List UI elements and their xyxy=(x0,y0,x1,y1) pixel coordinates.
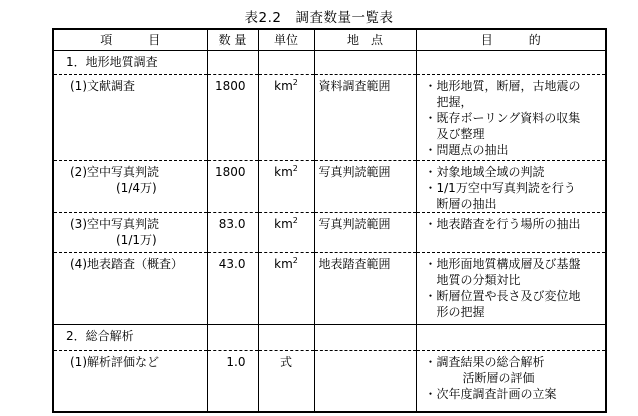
table-caption: 表2.2 調査数量一覧表 xyxy=(244,10,394,26)
survey-quantity-table xyxy=(52,28,607,413)
section-title: 2．総合解析 xyxy=(54,325,207,351)
header-quantity: 数 量 xyxy=(207,30,258,51)
table-row xyxy=(54,351,605,411)
header-purpose: 目 的 xyxy=(416,30,605,51)
header-row xyxy=(54,30,605,51)
section-row xyxy=(54,51,605,75)
row-quantity: 1800 xyxy=(207,75,258,161)
row-location: 写真判読範囲 xyxy=(314,161,416,213)
row-item: (4)地表踏査（概査） xyxy=(54,253,207,325)
row-quantity: 43.0 xyxy=(207,253,258,325)
header-item: 項 目 xyxy=(54,30,207,51)
table-row xyxy=(54,161,605,213)
row-location: 地表踏査範囲 xyxy=(314,253,416,325)
table-row xyxy=(54,75,605,161)
row-purpose: ・地形面地質構成層及び基盤 地質の分類対比 ・断層位置や長さ及び変位地 形の把握 xyxy=(416,253,605,325)
section-title: 1．地形地質調査 xyxy=(66,55,158,69)
row-location xyxy=(314,351,416,411)
header-location: 地 点 xyxy=(314,30,416,51)
row-purpose: ・地形地質，断層，古地震の 把握， ・既存ボーリング資料の収集 及び整理 ・問題点の抽出 xyxy=(416,75,605,161)
row-item: (1)解析評価など xyxy=(54,351,207,411)
row-unit: $km^2$ xyxy=(258,253,314,325)
row-unit: $km^2$ xyxy=(258,213,314,253)
table-row xyxy=(54,253,605,325)
row-unit: $km^2$ xyxy=(258,161,314,213)
row-location: 資料調査範囲 xyxy=(314,75,416,161)
section-row xyxy=(54,325,605,351)
table-row xyxy=(54,213,605,253)
row-purpose: ・地表踏査を行う場所の抽出 xyxy=(416,213,605,253)
row-quantity: 1.0 xyxy=(207,351,258,411)
header-unit: 単位 xyxy=(258,30,314,51)
row-purpose: ・調査結果の総合解析 活断層の評価 ・次年度調査計画の立案 xyxy=(416,351,605,411)
row-item: (3)空中写真判読 (1/1万) xyxy=(54,213,207,253)
row-location: 写真判読範囲 xyxy=(314,213,416,253)
row-unit: 式 xyxy=(258,351,314,411)
row-quantity: 83.0 xyxy=(207,213,258,253)
row-unit: $km^2$ xyxy=(258,75,314,161)
row-quantity: 1800 xyxy=(207,161,258,213)
row-item: (1)文献調査 xyxy=(54,75,207,161)
row-item: (2)空中写真判読 (1/4万) xyxy=(54,161,207,213)
row-purpose: ・対象地域全域の判読 ・1/1万空中写真判読を行う 断層の抽出 xyxy=(416,161,605,213)
